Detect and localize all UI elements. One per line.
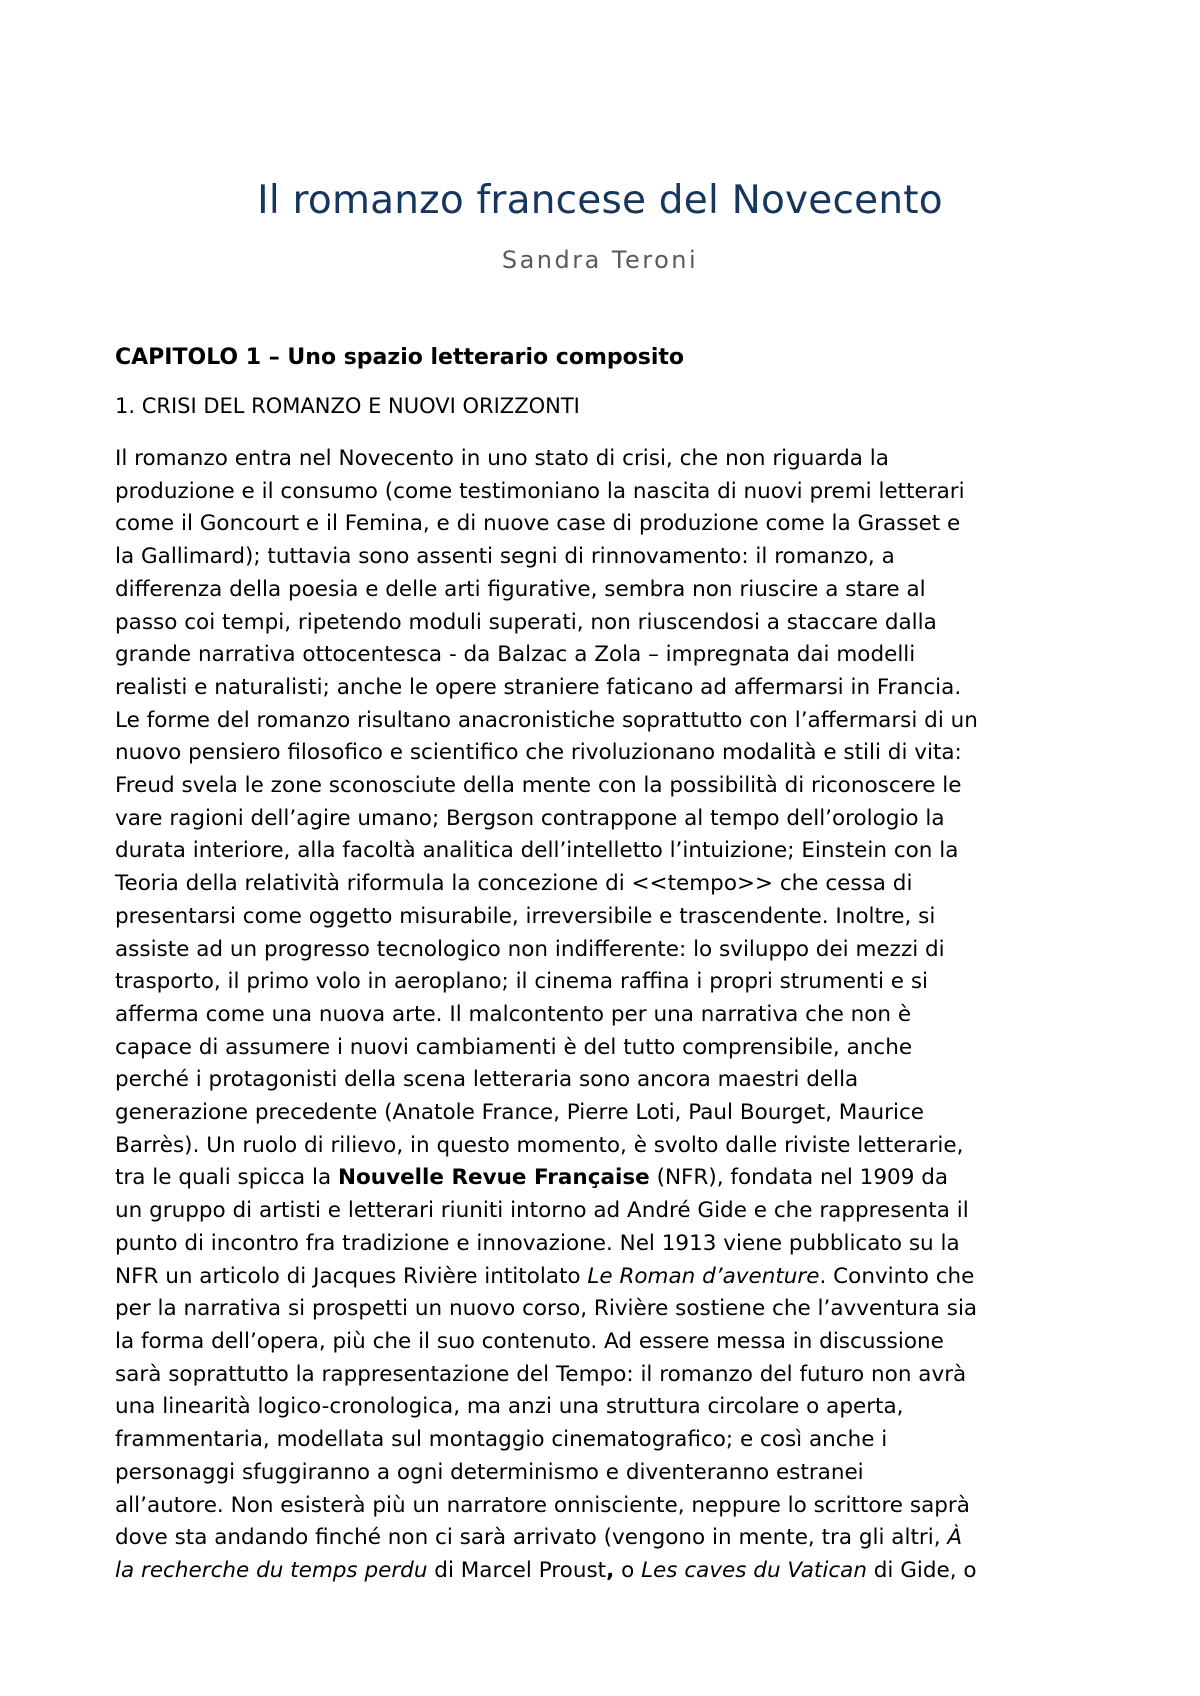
text-line [115,574,1095,607]
italic-text: À [947,1525,963,1551]
text-run: differenza della poesia e delle arti figurative, sembra non riuscire a stare al [115,576,926,602]
text-run: vare ragioni dell’agire umano; Bergson contrappone al tempo dell’orologio la [115,805,945,831]
text-line [115,868,1095,901]
text-line [115,1359,1095,1392]
text-run: Freud svela le zone sconosciute della mente con la possibilità di riconoscere le [115,773,962,799]
chapter-heading: CAPITOLO 1 – Uno spazio letterario composito [115,345,685,370]
document-title: Il romanzo francese del Novecento [257,178,943,223]
text-run: Le forme del romanzo risultano anacronistiche soprattutto con l’affermarsi di un [115,707,978,733]
text-line [115,1097,1095,1130]
text-line [115,999,1095,1032]
text-run: NFR un articolo di Jacques Rivière intitolato [115,1263,588,1289]
text-line [115,1228,1095,1261]
text-line [115,639,1095,672]
text-run: la Gallimard); tuttavia sono assenti segni di rinnovamento: il romanzo, a [115,544,895,570]
body-paragraph [115,443,1095,1588]
text-run: una linearità logico-cronologica, ma anzi una struttura circolare o aperta, [115,1394,904,1420]
text-run: o [614,1557,642,1583]
bold-text: , [606,1557,615,1583]
text-line [115,1326,1095,1359]
text-run: la forma dell’opera, più che il suo contenuto. Ad essere messa in discussione [115,1328,944,1354]
text-run: all’autore. Non esisterà più un narratore onnisciente, neppure lo scrittore saprà [115,1492,970,1518]
italic-text: la recherche du temps perdu [115,1557,428,1583]
text-run: assiste ad un progresso tecnologico non indifferente: lo sviluppo dei mezzi di [115,936,945,962]
text-line [115,835,1095,868]
text-line [115,1293,1095,1326]
text-run: frammentaria, modellata sul montaggio cinematografico; e così anche i [115,1427,888,1453]
text-run: di Gide, o [866,1557,977,1583]
text-line [115,1064,1095,1097]
text-run: sarà soprattutto la rappresentazione del Tempo: il romanzo del futuro non avrà [115,1361,967,1387]
text-run: un gruppo di artisti e letterari riuniti intorno ad André Gide e che rappresenta il [115,1198,969,1224]
text-line [115,1130,1095,1163]
text-run: tra le quali spicca la [115,1165,338,1191]
text-line [115,770,1095,803]
text-line [115,1490,1095,1523]
text-line [115,1424,1095,1457]
text-run: come il Goncourt e il Femina, e di nuove case di produzione come la Grasset e [115,511,961,537]
text-line [115,1195,1095,1228]
text-line [115,901,1095,934]
italic-text: Le Roman d’aventure [587,1263,820,1289]
text-line [115,443,1095,476]
text-run: realisti e naturalisti; anche le opere straniere faticano ad affermarsi in Francia. [115,674,962,700]
text-line [115,1457,1095,1490]
text-run: durata interiore, alla facoltà analitica dell’intelletto l’intuizione; Einstein con la [115,838,959,864]
text-run: personaggi sfuggiranno a ogni determinismo e diventeranno estranei [115,1459,864,1485]
text-line [115,476,1095,509]
text-run: per la narrativa si prospetti un nuovo corso, Rivière sostiene che l’avventura sia [115,1296,978,1322]
text-line [115,1522,1095,1555]
text-line [115,1391,1095,1424]
text-run: Il romanzo entra nel Novecento in uno stato di crisi, che non riguarda la [115,446,889,471]
text-run: perché i protagonisti della scena letteraria sono ancora maestri della [115,1067,859,1093]
text-run: passo coi tempi, ripetendo moduli superati, non riuscendosi a staccare dalla [115,609,937,635]
text-line [115,508,1095,541]
text-run: nuovo pensiero filosofico e scientifico che rivoluzionano modalità e stili di vita: [115,740,962,766]
text-run: punto di incontro fra tradizione e innovazione. Nel 1913 viene pubblicato su la [115,1230,960,1256]
text-run: generazione precedente (Anatole France, Pierre Loti, Paul Bourget, Maurice [115,1100,925,1126]
text-line [115,803,1095,836]
text-run: dove sta andando finché non ci sarà arrivato (vengono in mente, tra gli altri, [115,1525,948,1551]
text-line [115,1261,1095,1294]
text-line [115,607,1095,640]
italic-text: Les caves du Vatican [641,1557,867,1583]
text-run: Teoria della relatività riformula la concezione di <<tempo>> che cessa di [115,871,913,897]
text-run: capace di assumere i nuovi cambiamenti è del tutto comprensibile, anche [115,1034,913,1060]
text-run: . Convinto che [819,1263,975,1289]
text-run: di Marcel Proust [427,1557,607,1583]
document-author: Sandra Teroni [501,246,699,274]
text-run: (NFR), fondata nel 1909 da [649,1165,949,1191]
text-line [115,541,1095,574]
text-run: Barrès). Un ruolo di rilievo, in questo momento, è svolto dalle riviste letterarie, [115,1132,964,1158]
text-line [115,1162,1095,1195]
text-run: afferma come una nuova arte. Il malcontento per una narrativa che non è [115,1001,912,1027]
text-run: presentarsi come oggetto misurabile, irreversibile e trascendente. Inoltre, si [115,903,936,929]
text-line [115,705,1095,738]
text-run: trasporto, il primo volo in aeroplano; il cinema raffina i propri strumenti e si [115,969,929,995]
text-line [115,672,1095,705]
text-run: produzione e il consumo (come testimoniano la nascita di nuovi premi letterari [115,478,965,504]
text-run: grande narrativa ottocentesca - da Balzac a Zola – impregnata dai modelli [115,642,916,668]
text-line [115,966,1095,999]
section-heading: 1. CRISI DEL ROMANZO E NUOVI ORIZZONTI [115,394,580,418]
text-line [115,1032,1095,1065]
text-line [115,934,1095,967]
bold-text: Nouvelle Revue Française [338,1165,650,1191]
text-line [115,1555,1095,1588]
text-line [115,737,1095,770]
